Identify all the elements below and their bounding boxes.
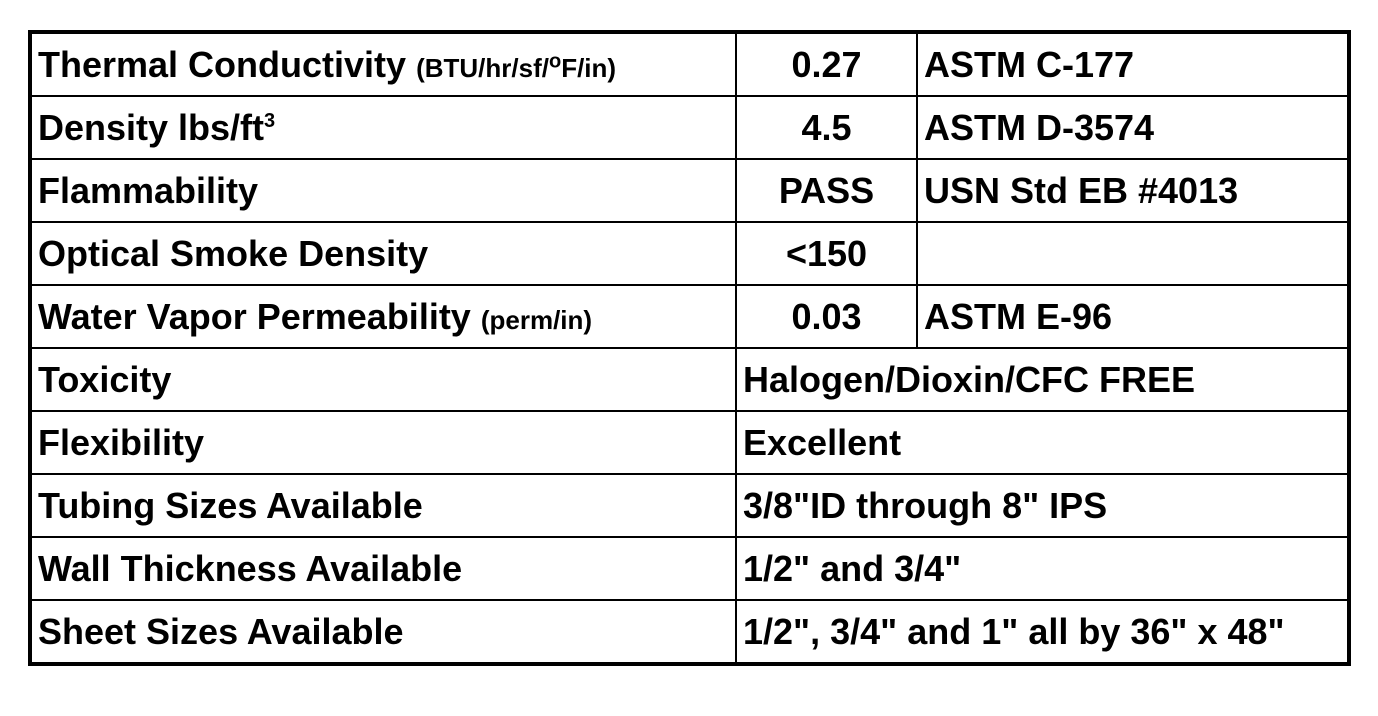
property-label: Density lbs/ft	[38, 106, 265, 148]
value-cell: PASS	[736, 159, 917, 222]
table-row	[30, 600, 1349, 664]
value-cell: 1/2", 3/4" and 1" all by 36" x 48"	[736, 600, 1349, 664]
table-row	[30, 348, 1349, 411]
property-cell: Tubing Sizes Available	[30, 474, 736, 537]
table-row	[30, 411, 1349, 474]
value-cell: 1/2" and 3/4"	[736, 537, 1349, 600]
value-cell: 0.27	[736, 32, 917, 96]
table-row	[30, 222, 1349, 285]
degree-superscript: o	[548, 49, 562, 72]
property-cell: Flammability	[30, 159, 736, 222]
table-row	[30, 537, 1349, 600]
specifications-table	[28, 30, 1351, 666]
property-cell: Wall Thickness Available	[30, 537, 736, 600]
table-row	[30, 474, 1349, 537]
standard-cell: ASTM C-177	[917, 32, 1349, 96]
value-cell: Halogen/Dioxin/CFC FREE	[736, 348, 1349, 411]
value-cell: 0.03	[736, 285, 917, 348]
cubic-superscript: 3	[264, 109, 276, 132]
standard-cell: ASTM E-96	[917, 285, 1349, 348]
property-cell: Toxicity	[30, 348, 736, 411]
unit-label: (perm/in)	[480, 304, 593, 335]
property-label: Water Vapor Permeability	[38, 295, 471, 337]
value-cell: 4.5	[736, 96, 917, 159]
property-label: Thermal Conductivity	[38, 43, 407, 85]
unit-label: (BTU/hr/sf/$^o$F/in)	[416, 49, 617, 83]
property-cell: Optical Smoke Density	[30, 222, 736, 285]
table-row	[30, 285, 1349, 348]
property-cell	[30, 32, 736, 96]
table-row	[30, 96, 1349, 159]
table-row	[30, 32, 1349, 96]
value-cell: 3/8"ID through 8" IPS	[736, 474, 1349, 537]
property-cell: Flexibility	[30, 411, 736, 474]
table-row	[30, 159, 1349, 222]
standard-cell: USN Std EB #4013	[917, 159, 1349, 222]
value-cell: <150	[736, 222, 917, 285]
standard-cell: ASTM D-3574	[917, 96, 1349, 159]
property-cell	[30, 285, 736, 348]
property-cell: Sheet Sizes Available	[30, 600, 736, 664]
value-cell: Excellent	[736, 411, 1349, 474]
property-cell	[30, 96, 736, 159]
standard-cell	[917, 222, 1349, 285]
